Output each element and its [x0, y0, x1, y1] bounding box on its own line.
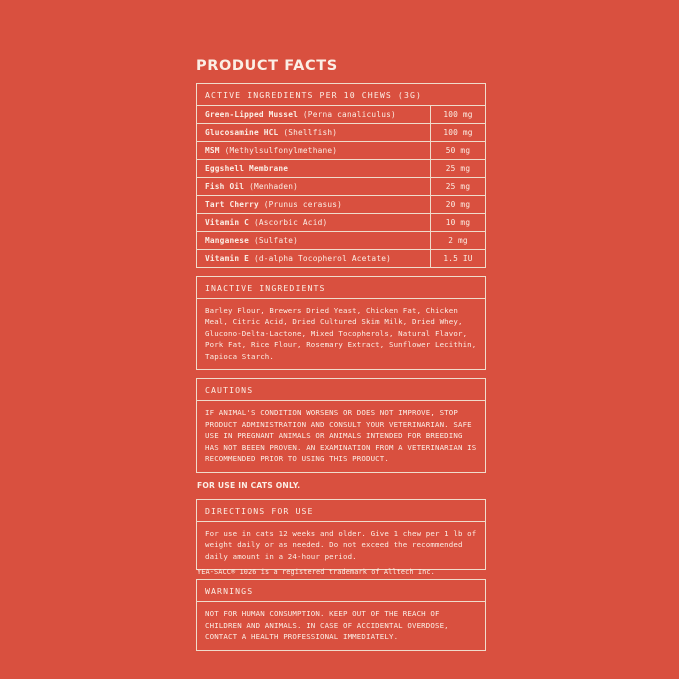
ingredient-detail: (Ascorbic Acid) [253, 218, 328, 227]
warnings-panel [196, 579, 486, 650]
ingredient-detail: (Perna canaliculus) [302, 110, 396, 119]
table-row [197, 178, 485, 196]
ingredient-name-cell [197, 250, 431, 267]
trademark-note: YEA-SACC® 1026 is a registered trademark of Alltech Inc. [197, 568, 435, 577]
ingredient-amount: 1.5 IU [443, 254, 473, 263]
table-row [197, 250, 485, 267]
ingredient-name-cell [197, 124, 431, 141]
product-facts-panel [196, 58, 486, 659]
ingredient-name: Vitamin C [205, 218, 250, 227]
active-ingredients-heading: ACTIVE INGREDIENTS PER 10 CHEWS (3G) [197, 84, 485, 106]
ingredient-name-cell [197, 196, 431, 213]
ingredient-name-cell [197, 232, 431, 249]
active-ingredients-table [197, 106, 485, 267]
ingredient-amount: 50 mg [445, 146, 471, 155]
cautions-body: IF ANIMAL'S CONDITION WORSENS OR DOES NOT IMPROVE, STOP PRODUCT ADMINISTRATION AND CONSULT YOUR VETERINARIAN. SAFE USE IN PREGNANT ANIMALS OR ANIMALS INTENDED FOR BREEDING HAS NOT BEEEN PROVEN. AN EXAMINATION FROM A VETERINARIAN IS RECOMMENDED PRIOR TO USING THIS PRODUCT. [205, 408, 477, 464]
ingredient-name-cell [197, 214, 431, 231]
table-row [197, 160, 485, 178]
warnings-heading: WARNINGS [197, 580, 485, 602]
table-row [197, 106, 485, 124]
ingredient-name: Tart Cherry [205, 200, 259, 209]
cautions-heading: CAUTIONS [197, 379, 485, 401]
ingredient-amount: 100 mg [443, 110, 473, 119]
cautions-panel [196, 378, 486, 472]
cats-only-note: FOR USE IN CATS ONLY. [197, 480, 301, 490]
ingredient-amount: 2 mg [448, 236, 468, 245]
ingredient-amount: 25 mg [445, 182, 471, 191]
table-row [197, 196, 485, 214]
inactive-ingredients-body: Barley Flour, Brewers Dried Yeast, Chicken Fat, Chicken Meal, Citric Acid, Dried Cultured Skim Milk, Dried Whey, Glucono-Delta-Lactone, Mixed Tocopherols, Natural Flavor, Pork Fat, Rice Flour, Rosemary Extract, Sunflower Lecithin, Tapioca Starch. [205, 306, 477, 361]
directions-panel [196, 499, 486, 570]
warnings-body: NOT FOR HUMAN CONSUMPTION. KEEP OUT OF THE REACH OF CHILDREN AND ANIMALS. IN CASE OF ACCIDENTAL OVERDOSE, CONTACT A HEALTH PROFESSIONAL IMMEDIATELY. [205, 609, 449, 642]
table-row [197, 214, 485, 232]
directions-body: For use in cats 12 weeks and older. Give 1 chew per 1 lb of weight daily or as needed. Do not exceed the recommended daily amount in a 24-hour period. [205, 528, 477, 561]
ingredient-name: Glucosamine HCL [205, 128, 279, 137]
ingredient-amount: 20 mg [445, 200, 471, 209]
inactive-ingredients-heading: INACTIVE INGREDIENTS [197, 277, 485, 299]
directions-heading: DIRECTIONS FOR USE [197, 500, 485, 522]
ingredient-name: Manganese [205, 236, 250, 245]
table-row [197, 142, 485, 160]
ingredient-detail: (d-alpha Tocopherol Acetate) [253, 254, 392, 263]
table-row [197, 232, 485, 250]
active-ingredients-panel [196, 83, 486, 268]
ingredient-name: Green-Lipped Mussel [205, 110, 298, 119]
ingredient-name-cell [197, 178, 431, 195]
ingredient-name-cell [197, 160, 431, 177]
ingredient-amount: 10 mg [445, 218, 471, 227]
ingredient-amount: 25 mg [445, 164, 471, 173]
ingredient-name-cell [197, 106, 431, 123]
ingredient-name: MSM [205, 146, 220, 155]
ingredient-detail: (Shellfish) [283, 128, 338, 137]
ingredient-detail: (Methylsulfonylmethane) [224, 146, 338, 155]
ingredient-name: Fish Oil [205, 182, 245, 191]
ingredient-detail: (Prunus cerasus) [263, 200, 343, 209]
ingredient-detail: (Sulfate) [253, 236, 299, 245]
ingredient-name: Vitamin E [205, 254, 250, 263]
ingredient-amount: 100 mg [443, 128, 473, 137]
ingredient-name-cell [197, 142, 431, 159]
ingredient-detail: (Menhaden) [249, 182, 299, 191]
table-row [197, 124, 485, 142]
page-title: PRODUCT FACTS [196, 58, 338, 74]
ingredient-name: Eggshell Membrane [205, 164, 289, 173]
inactive-ingredients-panel [196, 276, 486, 370]
